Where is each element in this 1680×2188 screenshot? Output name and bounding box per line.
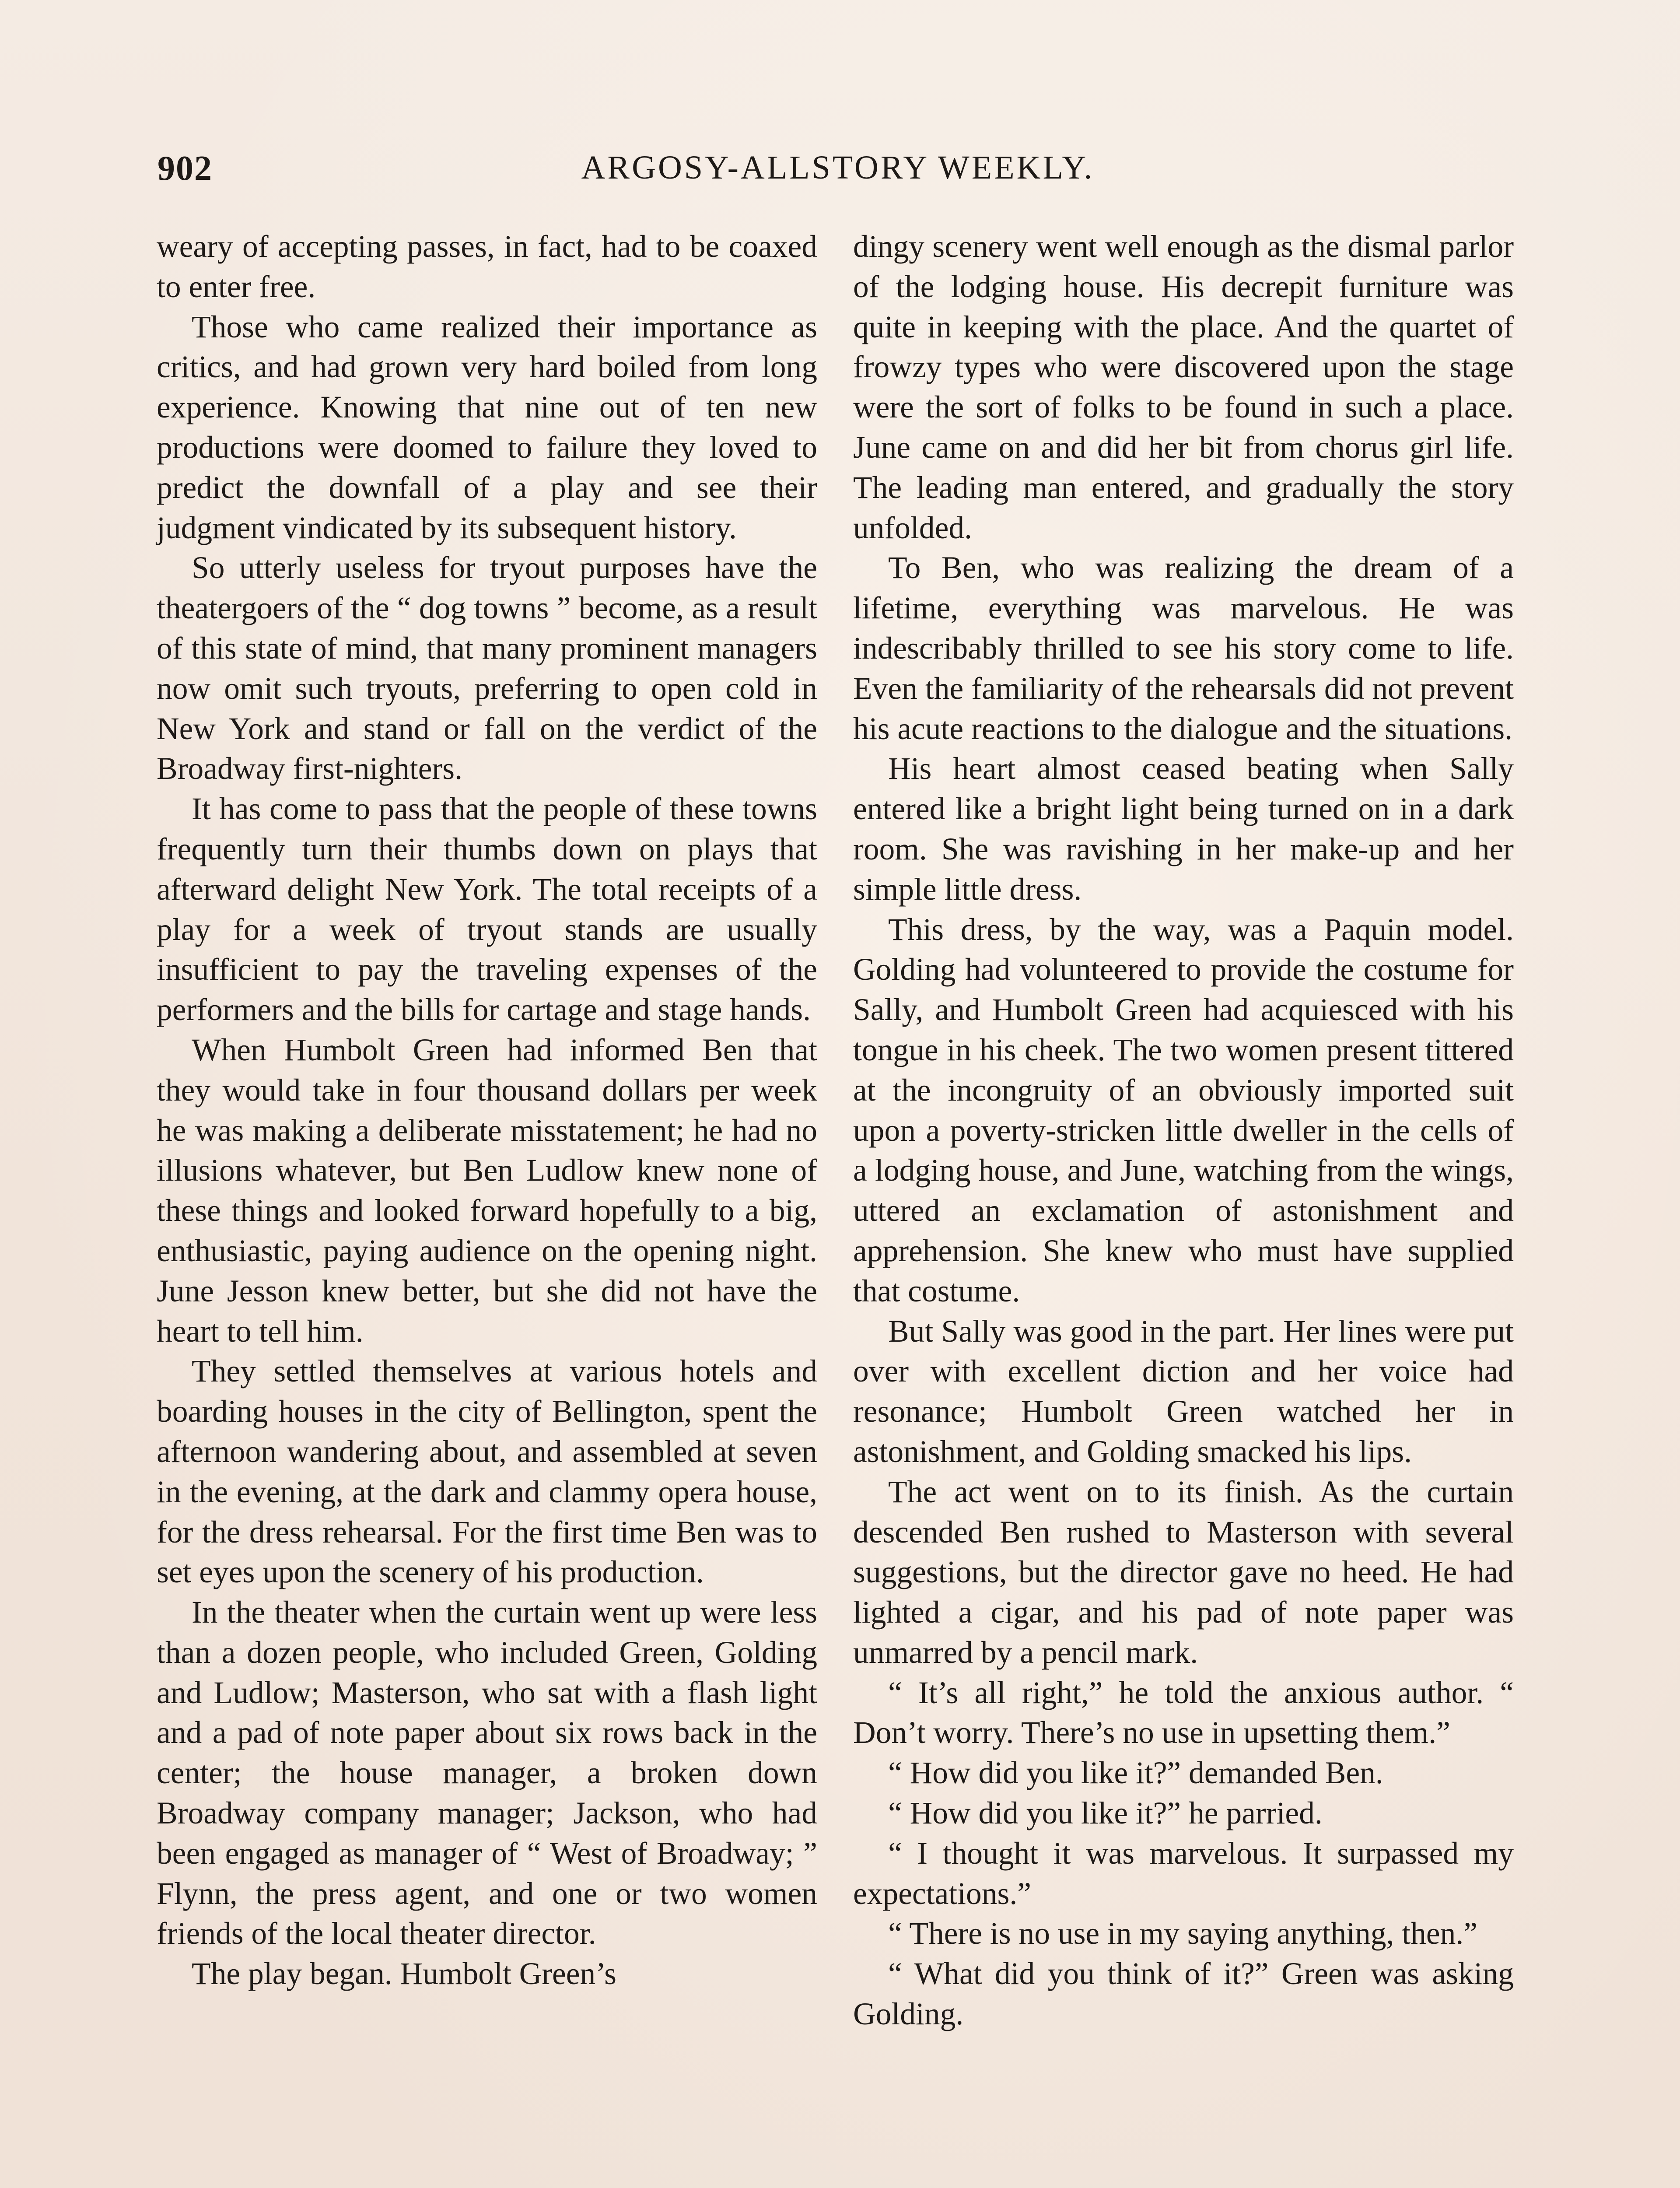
paragraph: dingy scenery went well enough as the dismal parlor of the lodging house. His decrepit furniture was quite in keeping with the place. And the quartet of frowzy types who were discovered upon the stage were the sort of folks to be found in such a place. June came on and did her bit from chorus girl life. The leading man entered, and gradually the story unfolded. [853, 229, 1514, 545]
paragraph: So utterly useless for tryout purposes have the theatergoers of the “ dog towns ” become, as a result of this state of mind, that many prominent managers now omit such tryouts, preferring to open cold in New York and stand or fall on the verdict of the Broadway first-nighters. [157, 551, 817, 786]
page-header [158, 149, 1518, 197]
paragraph: When Humbolt Green had informed Ben that they would take in four thousand dollars per week he was making a deliberate misstatement; he had no illusions whatever, but Ben Ludlow knew none of these things and looked forward hopefully to a big, enthusiastic, paying audience on the opening night. June Jesson knew better, but she did not have the heart to tell him. [157, 1032, 817, 1349]
paragraph: “ What did you think of it?” Green was asking Golding. [853, 1957, 1514, 2032]
paragraph: But Sally was good in the part. Her lines were put over with excellent diction and her voice had resonance; Humbolt Green watched her in astonishment, and Golding smacked his lips. [853, 1314, 1514, 1469]
paragraph: weary of accepting passes, in fact, had to be coaxed to enter free. [157, 229, 817, 304]
paragraph: “ How did you like it?” demanded Ben. [888, 1756, 1383, 1791]
paragraph: The play began. Humbolt Green’s [192, 1957, 616, 1992]
left-column [157, 227, 817, 1994]
page-number: 902 [158, 149, 213, 188]
paragraph: In the theater when the curtain went up were less than a dozen people, who included Green, Golding and Ludlow; Masterson, who sat with a flash light and a pad of note paper about six rows back in the center; the house manager, a broken down Broadway company manager; Jackson, who had been engaged as manager of “ West of Broadway; ” Flynn, the press agent, and one or two women friends of the local theater director. [157, 1595, 817, 1951]
right-column [853, 227, 1514, 2034]
paragraph: The act went on to its finish. As the curtain descended Ben rushed to Masterson with several suggestions, but the director gave no heed. He had lighted a cigar, and his pad of note paper was unmarred by a pencil mark. [853, 1474, 1514, 1670]
running-title: ARGOSY-ALLSTORY WEEKLY. [581, 149, 1095, 186]
paragraph: This dress, by the way, was a Paquin model. Golding had volunteered to provide the costume for Sally, and Humbolt Green had acquiesced with his tongue in his cheek. The two women present tittered at the incongruity of an obviously imported suit upon a poverty-stricken little dweller in the cells of a lodging house, and June, watching from the wings, uttered an exclamation of astonishment and apprehension. She knew who must have supplied that costume. [853, 912, 1514, 1308]
paragraph: “ How did you like it?” he parried. [888, 1796, 1323, 1831]
paragraph: His heart almost ceased beating when Sally entered like a bright light being turned on in a dark room. She was ravishing in her make-up and her simple little dress. [853, 751, 1514, 907]
paragraph: Those who came realized their importance as critics, and had grown very hard boiled from long experience. Knowing that nine out of ten new productions were doomed to failure they loved to predict the downfall of a play and see their judgment vindicated by its subsequent history. [157, 309, 817, 545]
paragraph: They settled themselves at various hotels and boarding houses in the city of Bellington, spent the afternoon wandering about, and assembled at seven in the evening, at the dark and clammy opera house, for the dress rehearsal. For the first time Ben was to set eyes upon the scenery of his production. [157, 1354, 817, 1590]
paragraph: “ There is no use in my saying anything, then.” [888, 1916, 1477, 1951]
paragraph: “ I thought it was marvelous. It surpassed my expectations.” [853, 1836, 1514, 1911]
paragraph: “ It’s all right,” he told the anxious author. “ Don’t worry. There’s no use in upsetting them.” [853, 1675, 1514, 1750]
paragraph: It has come to pass that the people of these towns frequently turn their thumbs down on plays that afterward delight New York. The total receipts of a play for a week of tryout stands are usually insufficient to pay the traveling expenses of the performers and the bills for cartage and stage hands. [157, 792, 817, 1027]
paragraph: To Ben, who was realizing the dream of a lifetime, everything was marvelous. He was indescribably thrilled to see his story come to life. Even the familiarity of the rehearsals did not prevent his acute reactions to the dialogue and the situations. [853, 551, 1514, 746]
